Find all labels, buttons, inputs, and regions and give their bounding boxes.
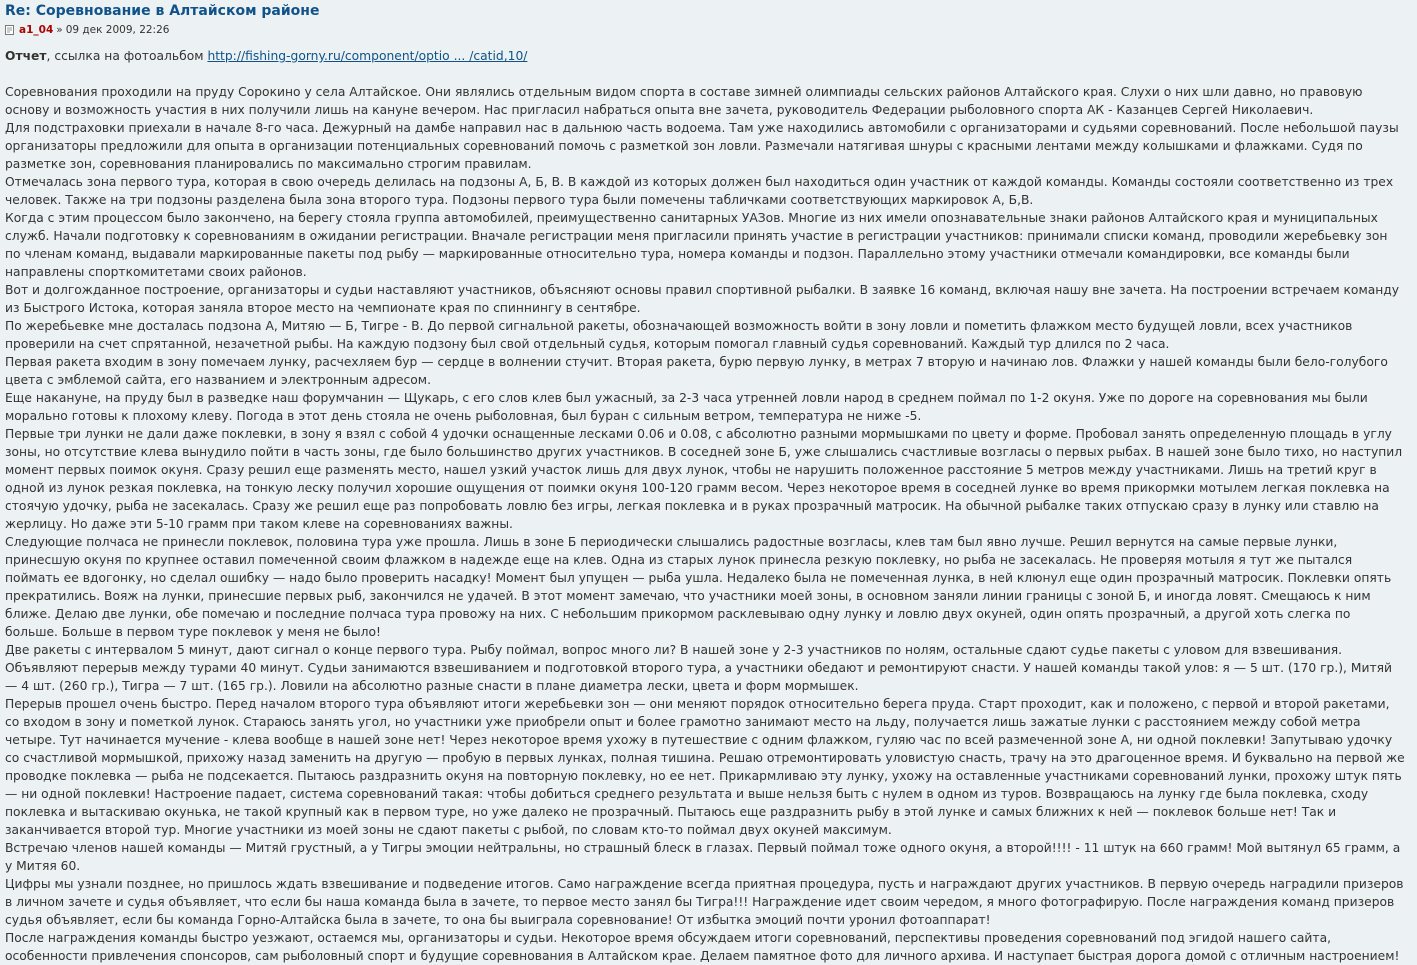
paragraph: Цифры мы узнали позднее, но пришлось ждать взвешивание и подведение итогов. Само награждение всегда приятная процедура, пусть и награждают других участников. В первую очередь наградили призеров в личном зачете и судья объявляет, что если бы наша команда была в зачете, то первое место занял бы Тигра!!! Награждение идет своим чередом, я много фотографирую. После награждения команд призеров судья объявляет, если бы команда Горно-Алтайска была в зачете, то она бы выиграла соревнование! От избытка эмоций почти уронил фотоаппарат! (5, 877, 1404, 927)
post-icon[interactable] (5, 25, 14, 35)
paragraph: После награждения команды быстро уезжают, остаемся мы, организаторы и судьи. Некоторое время обсуждаем итоги соревнований, перспективы проведения соревнований под эгидой нашего сайта, особенности привлечения спонсоров, сам рыболовный спорт и будущие соревнования в Алтайском крае. Делаем памятное фото для личного архива. И наступает быстрая дорога домой с отличным настроением! (5, 931, 1400, 963)
paragraph: Когда с этим процессом было закончено, на берегу стояла группа автомобилей, преимущественно санитарных УАЗов. Многие из них имели опознавательные знаки районов Алтайского края и муниципальных служб. Начали подготовку к соревнованиям в ожидании регистрации. Вначале регистрации меня пригласили принять участие в регистрации участников: принимали списки команд, проводили жеребьевку зон по членам команд, выдавали маркированные пакеты под рыбу — маркированные относительно тура, номера команды и подзон. Параллельно этому участники отмечали командировки, все команды были направлены спорткомитетами своих районов. (5, 211, 1388, 279)
photo-album-link[interactable]: http://fishing-gorny.ru/component/optio ... /catid,10/ (207, 49, 528, 63)
intro-label: Отчет (5, 49, 47, 63)
paragraph: Отмечалась зона первого тура, которая в свою очередь делилась на подзоны А, Б, В. В каждой из которых должен был находиться один участник от каждой команды. Команды состояли соответственно из трех человек. Также на три подзоны разделена была зона второго тура. Подзоны первого тура были помечены табличками соответствующих маркировок А, Б,В. (5, 175, 1394, 207)
post-date: 09 дек 2009, 22:26 (65, 24, 170, 36)
post-title[interactable]: Re: Соревнование в Алтайском районе (5, 3, 320, 19)
paragraph: Для подстраховки приехали в начале 8-го часа. Дежурный на дамбе направил нас в дальнюю часть водоема. Там уже находились автомобили с организаторами и судьями соревнований. После небольшой паузы организаторы предложили для опыта в организации потенциальных соревнований помочь с разметкой зон ловли. Размечали натягивая шнуры с красными лентами между колышками и флажками. Судя по разметке зон, соревнования планировались по максимально строгим правилам. (5, 121, 1399, 171)
paragraph: Еще накануне, на пруду был в разведке наш форумчанин — Щукарь, с его слов клев был ужасный, за 2-3 часа утренней ловли народ в среднем поймал по 1-2 окуня. Уже по дороге на соревнования мы были морально готовы к плохому клеву. Погода в этот день стояла не очень рыболовная, был буран с сильным ветром, температура не ниже -5. (5, 391, 1368, 423)
paragraph: По жеребьевке мне досталась подзона А, Митяю — Б, Тигре - В. До первой сигнальной ракеты, обозначающей возможность войти в зону ловли и пометить флажком место будущей ловли, всех участников проверили на счет спрятанной, незачетной рыбы. На каждую подзону был свой отдельный судья, которым помогал главный судья соревнований. Каждый тур длился по 2 часа. (5, 319, 1353, 351)
paragraph: Следующие полчаса не принесли поклевок, половина тура уже прошла. Лишь в зоне Б периодически слышались радостные возгласы, клев там был явно лучше. Решил вернутся на самые первые лунки, принесшую окуня по крупнее оставил помеченной своим флажком в надежде еще на клев. Одна из старых лунок принесла резкую поклевку, но рыба не засекалась. Не проверяя мотыля я тут же пытался поймать ее вдогонку, но сделал ошибку — надо было проверить насадку! Момент был упущен — рыба ушла. Недалеко была не помеченная лунка, в ней клюнул еще один прозрачный матросик. Поклевки опять прекратились. Вояж на лунки, принесшие первых рыб, закончился не удачей. В этот момент замечаю, что участники моей зоны, в основном заняли линии границы с зоной Б, и иногда ловят. Смещаюсь к ним ближе. Делаю две лунки, обе помечаю и последние полчаса тура провожу на них. С небольшим прикормом расклевываю одну лунку и ловлю двух окуней, один опять прозрачный, а другой хоть слегка по больше. Больше в первом туре поклевок у меня не было! (5, 535, 1392, 639)
intro-text: , ссылка на фотоальбом (46, 49, 208, 63)
paragraph: Встречаю членов нашей команды — Митяй грустный, а у Тигры эмоции нейтральны, но страшный блеск в глазах. Первый поймал тоже одного окуня, а второй!!!! - 11 штук на 660 грамм! Мой вытянул 65 грамм, а у Митяя 60. (5, 841, 1401, 873)
meta-separator: » (56, 24, 63, 36)
paragraph: Две ракеты с интервалом 5 минут, дают сигнал о конце первого тура. Рыбу поймал, вопрос много ли? В нашей зоне у 2-3 участников по нолям, остальные сдают судье пакеты с уловом для взвешивания. Объявляют перерыв между турами 40 минут. Судьи занимаются взвешиванием и подготовкой второго тура, а участники обедают и ремонтируют снасти. У нашей команды такой улов: я — 5 шт. (170 гр.), Митяй — 4 шт. (260 гр.), Тигра — 7 шт. (165 гр.). Ловили на абсолютно разные снасти в плане диаметра лески, цвета и форм мормышек. (5, 643, 1393, 693)
post-content (5, 47, 1405, 965)
intro-line (5, 47, 1405, 65)
paragraph: Перерыв прошел очень быстро. Перед началом второго тура объявляют итоги жеребьевки зон — они меняют порядок относительно берега пруда. Старт проходит, как и положено, с первой и второй ракетами, со входом в зону и пометкой лунок. Стараюсь занять угол, но участники уже приобрели опыт и более грамотно занимают место на льду, получается лишь зажатые лунки с расстоянием между собой метра четыре. Тут начинается мучение - клева вообще в нашей зоне нет! Через некоторое время ухожу в путешествие с одним флажком, гуляю час по всей размеченной зоне А, ни одной поклевки! Запутываю удочку со счастливой мормышкой, прихожу назад заменить на другую — пробую в первых лунках, полная тишина. Решаю отремонтировать уловистую снасть, трачу на это драгоценное время. И буквально на первой же проводке поклевка — рыба не подсекается. Пытаюсь раздразнить окуня на повторную поклевку, но ее нет. Прикармливаю эту лунку, ухожу на оставленные участниками соревнований лунки, прохожу штук пять — ни одной поклевки! Настроение падает, система соревнований такая: чтобы добиться среднего результата и выше нельзя быть с нулем в одном из туров. Возвращаюсь на лунку где была поклевка, сходу поклевка и вытаскиваю окунька, не такой крупный как в первом туре, но уже далеко не прозрачный. Пытаюсь еще раздразнить рыбу в этой лунке и самых ближних к ней — поклевок больше нет! Так и заканчивается второй тур. Многие участники из моей зоны не сдают пакеты с рыбой, по словам кто-то поймал двух окуней максимум. (5, 697, 1405, 837)
post-meta (5, 23, 1405, 37)
paragraph: Соревнования проходили на пруду Сорокино у села Алтайское. Они являлись отдельным видом спорта в составе зимней олимпиады сельских районов Алтайского края. Слухи о них шли давно, но правовую основу и возможность участия в них получили лишь на кануне вечером. Нас пригласил набраться опыта вне зачета, руководитель Федерации рыболовного спорта АК - Казанцев Сергей Николаевич. (5, 85, 1363, 117)
paragraph: Вот и долгожданное построение, организаторы и судьи наставляют участников, объясняют основы правил спортивной рыбалки. В заявке 16 команд, включая нашу вне зачета. На построении встречаем команду из Быстрого Истока, которая заняла второе место на чемпионате края по спиннингу в сентябре. (5, 283, 1400, 315)
post-author[interactable]: a1_04 (19, 24, 54, 36)
paragraph: Первые три лунки не дали даже поклевки, в зону я взял с собой 4 удочки оснащенные лесками 0.06 и 0.08, с абсолютно разными мормышками по цвету и форме. Пробовал занять определенную площадь в углу зоны, но отсутствие клева вынудило пойти в часть зоны, где было большинство других участников. В соседней зоне Б, уже слышались счастливые возгласы о первых рыбах. В нашей зоне было тихо, но наступил момент первых поимок окуня. Сразу решил еще разменять место, нашел узкий участок лишь для двух лунок, чтобы не нарушить положенное расстояние 5 метров между участниками. Лишь на третий круг в одной из лунок резкая поклевка, на тонкую леску получил хорошие ощущения от поимки окуня 100-120 грамм весом. Через некоторое время в соседней лунке во время прикормки мотылем легкая поклевка на стоячую удочку, рыба не засекалась. Сразу же решил еще раз попробовать ловлю без игры, легкая поклевка и в руках прозрачный матросик. На обычной рыбалке таких отпускаю сразу в лунку или ставлю на жерлицу. Но даже эти 5-10 грамм при таком клеве на соревнованиях важны. (5, 427, 1403, 531)
paragraph: Первая ракета входим в зону помечаем лунку, расчехляем бур — сердце в волнении стучит. Вторая ракета, бурю первую лунку, в метрах 7 вторую и начинаю лов. Флажки у нашей команды были бело-голубого цвета с эмблемой сайта, его названием и электронным адресом. (5, 355, 1388, 387)
blank-line (5, 65, 1405, 83)
